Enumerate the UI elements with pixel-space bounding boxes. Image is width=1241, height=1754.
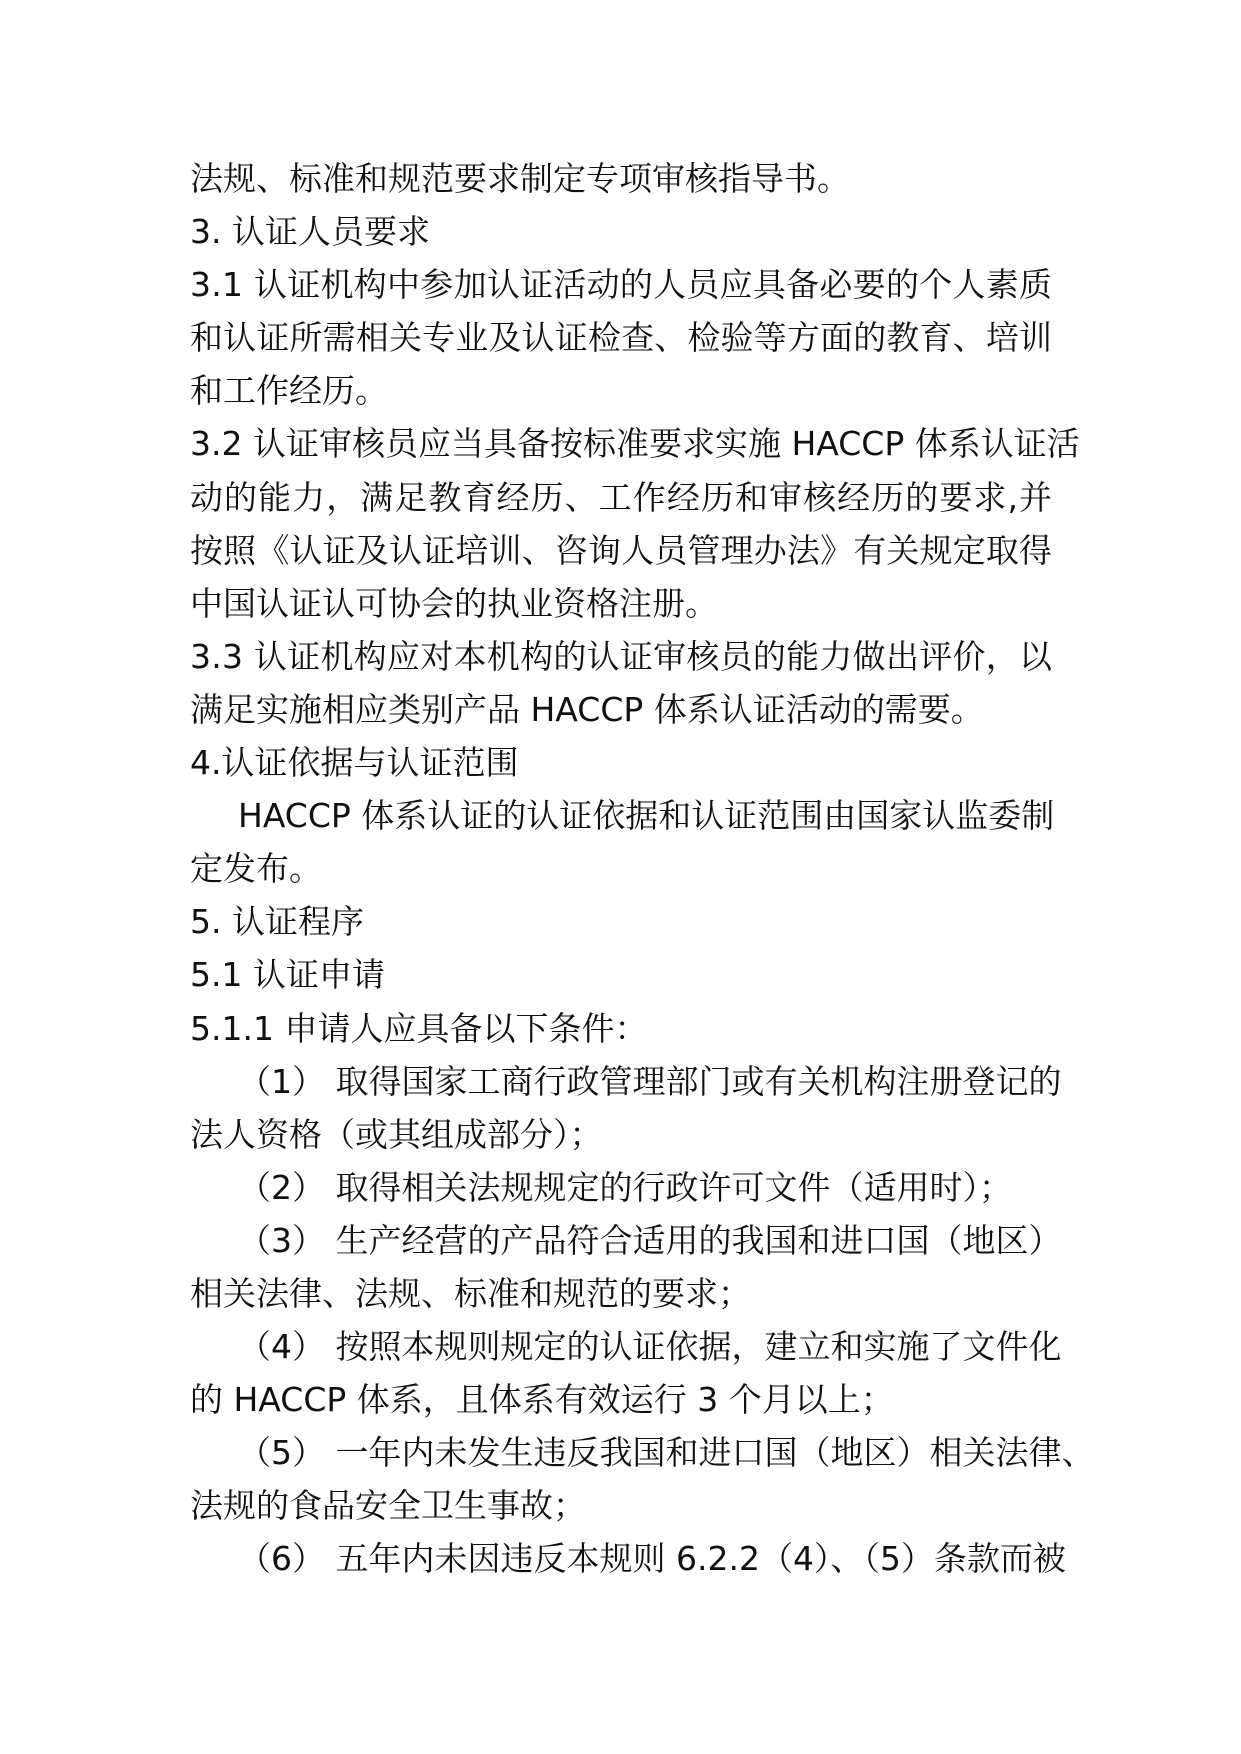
text-line-content: （3） 生产经营的产品符合适用的我国和进口国（地区）	[238, 1220, 1062, 1260]
text-line-content: 按照《认证及认证培训、咨询人员管理办法》有关规定取得	[190, 530, 1053, 570]
text-line	[190, 1161, 1052, 1214]
text-line-content: 3.1 认证机构中参加认证活动的人员应具备必要的个人素质	[190, 265, 1053, 305]
text-line-content: 5. 认证程序	[190, 902, 364, 942]
text-line-content: （5） 一年内未发生违反我国和进口国（地区）相关法律、	[238, 1433, 1095, 1473]
text-line	[190, 1320, 1062, 1373]
text-line-content: （6） 五年内未因违反本规则 6.2.2（4）、（5）条款而被	[238, 1539, 1066, 1579]
text-line-content: 满足实施相应类别产品 HACCP 体系认证活动的需要。	[190, 689, 984, 729]
text-line-content: 定发布。	[190, 849, 322, 889]
text-line-content: （2） 取得相关法规规定的行政许可文件（适用时）；	[238, 1167, 1012, 1207]
text-line-content: 5.1.1 申请人应具备以下条件：	[190, 1008, 648, 1048]
text-line-content: 和工作经历。	[190, 371, 388, 411]
text-line	[190, 1055, 1062, 1108]
text-line	[190, 524, 1052, 577]
text-line	[190, 1373, 1052, 1426]
text-line	[190, 311, 1052, 364]
text-line-content: 3.3 认证机构应对本机构的认证审核员的能力做出评价，以	[190, 636, 1053, 676]
text-line-content: 法规、标准和规范要求制定专项审核指导书。	[190, 159, 850, 198]
text-line-content: （4） 按照本规则规定的认证依据，建立和实施了文件化	[238, 1327, 1062, 1367]
text-line	[190, 152, 1052, 205]
text-line-content: 3. 认证人员要求	[190, 212, 430, 252]
text-line-content: 和认证所需相关专业及认证检查、检验等方面的教育、培训	[190, 318, 1053, 358]
text-line	[190, 789, 1055, 842]
text-line	[190, 1479, 1052, 1532]
text-line	[190, 948, 1052, 1001]
text-line-content: 中国认证认可协会的执业资格注册。	[190, 583, 718, 623]
text-line-content: 3.2 认证审核员应当具备按标准要求实施 HACCP 体系认证活	[190, 424, 1080, 464]
text-line	[190, 842, 1052, 895]
text-line-content: （1） 取得国家工商行政管理部门或有关机构注册登记的	[238, 1061, 1062, 1101]
text-line-content: 相关法律、法规、标准和规范的要求；	[190, 1273, 751, 1313]
text-line-content: 4.认证依据与认证范围	[190, 743, 519, 783]
text-line-content: 5.1 认证申请	[190, 955, 385, 995]
text-line-content: 的 HACCP 体系，且体系有效运行 3 个月以上；	[190, 1380, 894, 1420]
text-line-content: 动的能力，满足教育经历、工作经历和审核经历的要求,并	[190, 477, 1054, 517]
text-line-content: 法规的食品安全卫生事故；	[190, 1486, 586, 1526]
document-page	[190, 152, 1095, 1586]
text-line	[190, 205, 1052, 258]
text-line-content: HACCP 体系认证的认证依据和认证范围由国家认监委制	[238, 796, 1055, 836]
text-line	[190, 1426, 1095, 1479]
text-line	[190, 417, 1080, 470]
text-line	[190, 1214, 1062, 1267]
text-line	[190, 1532, 1066, 1585]
text-line	[190, 1108, 1052, 1161]
text-line	[190, 258, 1052, 311]
text-line	[190, 683, 1052, 736]
text-line	[190, 630, 1052, 683]
text-line	[190, 1267, 1052, 1320]
text-line	[190, 736, 1052, 789]
text-line	[190, 577, 1052, 630]
text-line	[190, 364, 1052, 417]
text-line-content: 法人资格（或其组成部分）；	[190, 1114, 603, 1154]
text-line	[190, 895, 1052, 948]
text-line	[190, 471, 1052, 524]
text-line	[190, 1002, 1052, 1055]
